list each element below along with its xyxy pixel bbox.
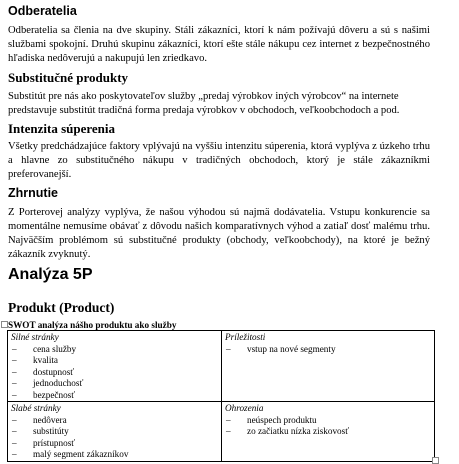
subsection-title: Produkt (Product) (8, 300, 115, 315)
swot-list-item (11, 378, 83, 390)
swot-list-item-text: substitúty (33, 426, 69, 436)
swot-list-item (225, 426, 349, 438)
section-body-intenzita-superenia: Všetky predchádzajúce faktory vplývajú na vyššiu intenzitu súperenia, ktorá vyplýva z úzkeho trhu a hlavne zo substitučného nákupu v tradičných obchodoch, ktorý je stále zákazníkmi preferovanejší. (8, 141, 430, 180)
list-dash-marker: – (226, 414, 231, 425)
swot-list-item-text: kvalita (33, 355, 59, 365)
list-dash-marker: – (12, 366, 17, 377)
section-heading-intenzita-superenia: Intenzita súperenia (8, 121, 116, 136)
swot-list-item-text: zo začiatku nízka ziskovosť (247, 426, 350, 436)
swot-list-threats (225, 415, 349, 438)
table-divider-vertical (221, 331, 222, 461)
table-resize-handle[interactable] (432, 457, 439, 464)
list-dash-marker: – (12, 414, 17, 425)
swot-list-item-text: dostupnosť (33, 366, 75, 377)
section-body-zhrnutie: Z Porterovej analýzy vyplýva, že našou výhodou sú najmä dodávatelia. Vstupu konkurencie sa momentálne nemusíme obávať z dôvodu našich komparatívnych výhod a zatiaľ dosť malému trhu. Najväčším problémom sú substitučné produkty (obchody, veľkoobchody), na ktoré je bežný zákazník zvyknutý. (8, 207, 430, 260)
swot-cell-opportunities (225, 332, 336, 355)
swot-list-item-text: cena služby (33, 343, 77, 354)
list-dash-marker: – (12, 389, 17, 400)
swot-list-item (11, 367, 83, 379)
chapter-title: Analýza 5P (8, 266, 93, 283)
swot-list-item (11, 438, 128, 450)
swot-table (7, 330, 435, 462)
section-body-substitucne-produkty: Substitút pre nás ako poskytovateľov služby „predaj výrobkov iných výrobcov“ na internete predstavuje substitút tradičná forma predaja výrobkov v obchodoch, veľkoobchodoch a pod. (8, 91, 400, 116)
list-dash-marker: – (12, 343, 17, 354)
swot-list-item (11, 344, 83, 356)
swot-list-item-text: jednoduchosť (33, 378, 84, 388)
swot-list-item-text: malý segment zákazníkov (33, 449, 129, 459)
list-dash-marker: – (12, 437, 17, 448)
section-heading-zhrnutie: Zhrnutie (8, 186, 58, 200)
swot-title-strengths: Silné stránky (11, 332, 59, 342)
list-dash-marker: – (226, 343, 231, 354)
swot-list-opportunities (225, 344, 336, 356)
swot-list-item (11, 426, 128, 438)
swot-list-weaknesses (11, 415, 128, 461)
swot-list-item-text: neúspech produktu (247, 414, 317, 425)
swot-list-item (11, 390, 83, 402)
swot-cell-threats (225, 403, 349, 438)
swot-title-threats: Ohrozenia (225, 403, 264, 413)
swot-list-item (11, 355, 83, 367)
table-move-handle[interactable] (1, 321, 8, 328)
swot-title-weaknesses: Slabé stránky (11, 403, 61, 413)
list-dash-marker: – (226, 426, 231, 436)
swot-list-item (11, 449, 128, 461)
swot-list-item (11, 415, 128, 427)
swot-title-opportunities: Príležitosti (225, 332, 266, 342)
section-heading-substitucne-produkty: Substitučné produkty (8, 70, 129, 85)
swot-list-strengths (11, 344, 83, 402)
swot-cell-strengths (11, 332, 83, 401)
swot-list-item-text: vstup na nové segmenty (247, 343, 336, 354)
swot-cell-weaknesses (11, 403, 128, 461)
list-dash-marker: – (12, 355, 17, 365)
list-dash-marker: – (12, 449, 17, 459)
list-dash-marker: – (12, 426, 17, 436)
list-dash-marker: – (12, 378, 17, 388)
swot-list-item-text: bezpečnosť (33, 389, 76, 400)
swot-caption: SWOT analýza nášho produktu ako služby (8, 320, 177, 330)
swot-list-item (225, 415, 349, 427)
section-body-odberatelia: Odberatelia sa členia na dve skupiny. Stáli zákazníci, ktorí k nám požívajú dôveru a sú s našimi službami spokojní. Druhú skupinu zákazníci, ktorí ešte stále nákupu cez internet z bezpečnostného hľadiska nedôverujú a nakupujú len zriedkavo. (8, 25, 430, 64)
swot-list-item (225, 344, 336, 356)
swot-list-item-text: nedôvera (33, 414, 67, 425)
swot-list-item-text: prístupnosť (33, 437, 76, 448)
table-divider-horizontal (8, 401, 434, 402)
section-heading-odberatelia: Odberatelia (8, 4, 77, 18)
